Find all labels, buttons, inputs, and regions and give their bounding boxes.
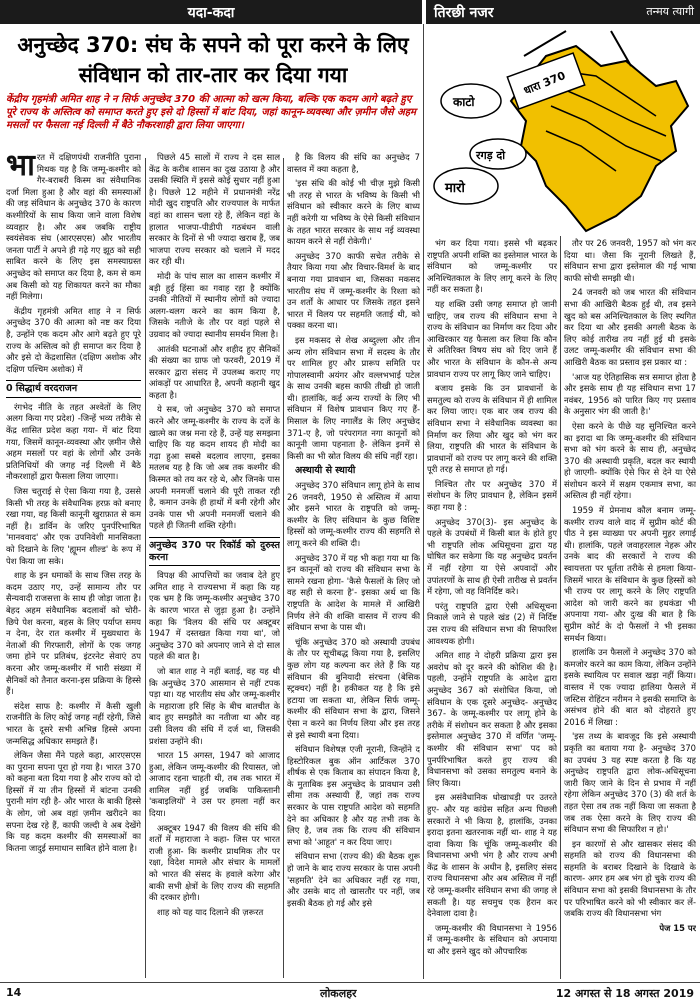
paragraph: केंद्रीय गृहमंत्री अमित शाह ने न सिर्फ अनुच्छेद 370 की आत्मा को नष्ट कर दिया है, उन्होंने एक कदम और आगे बढ़ते हुए पूरे राज्य के अस्तित्व को ही समाप्त कर दिया है और इसे दो केंद्रशासित (दक्षिण अशोक और दक्षिण पश्चिम अशोक) में bbox=[6, 305, 141, 374]
subheading: अस्थायी से स्थायी bbox=[295, 465, 356, 477]
cartoon-label-ragad-do: रगड़ दो bbox=[476, 149, 506, 162]
column-rule bbox=[560, 236, 561, 979]
paragraph: रत में दक्षिणपंथी राजनीति पुराना मिथक यह है कि जम्मू-कश्मीर को गैर-बराबरी किस्म का संवैधानिक दर्जा मिला हुआ है और वहां की समस्याओं की जड़ संविधान के अनुच्छेद 370 के कारण कश्मीरियों के साथ किया जाने वाला विशेष व्यवहार है। और अब जबकि राष्ट्रीय स्वयंसेवक संघ (आरएसएस) और भारतीय जनता पार्टी ने अपने ही गढ़े गए झूठ को सही साबित करने के लिए इस समस्याग्रस्त अनुच्छेद को समाप्त कर दिया है, कम से कम अब किसी को यह शिकायत करने का मौका नहीं मिलेगा। bbox=[6, 152, 141, 302]
cartoon-label-maro: मारो bbox=[445, 181, 465, 196]
paragraph: पिछले 45 सालों में राज्य ने दस साल केंद्र के करीब शासन का दुख उठाया है और उसकी स्थिति में इससे कोई सुधार नहीं हुआ है। पिछले 12 महीने में प्रधानमंत्री नरेंद्र मोदी खुद राष्ट्रपति और राज्यपाल के मार्फत वहां का शासन चला रहे हैं, लेकिन वहां के हालात भाजपा-पीडीपी गठबंधन वाली सरकार के दिनों से भी ज्यादा खराब हैं, जब भाजपा राज्य सरकार को चलाने में मदद कर रही थी। bbox=[149, 152, 280, 267]
paragraph: अनुच्छेद 370 काफी सचेत तरीके से तैयार किया गया और विचार-विमर्श के बाद बनाया गया प्रावधान था, जिसका मकसद भारतीय संघ में जम्मू-कश्मीर के रिश्ता को उन शर्तों के आधार पर जिसके तहत इसने भारत में विलय पर सहमति जताई थी, को पक्का करना था। bbox=[287, 250, 420, 331]
lede: केंद्रीय गृहमंत्री अमित शाह ने न सिर्फ अनुच्छेद 370 की आत्मा को खत्म किया, बल्कि एक कदम आगे बढ़ते हुए पूरे राज्य के अस्तित्व को समाप्त करते हुए इसे दो हिस्सों में बांट दिया, जहां कानून-व्यवस्था और ज़मीन जैसे अहम मसलों पर फैसला नई दिल्ली में बैठे नौकरशाही द्वारा लिया जाएगा। bbox=[6, 94, 416, 131]
paragraph: बजाय इसके कि उन प्रावधानों के समतुल्य को राज्य के संविधान में ही शामिल कर लिया जाए। एक बार जब राज्य की संविधान सभा ने संवैधानिक व्यवस्था का निर्माण कर लिया और खुद को भंग कर लिया, राष्ट्रपति की भारत के संविधान के प्रावधानों को राज्य पर लागू करने की शक्ति पूरी तरह से समाप्त हो गई। bbox=[427, 383, 557, 475]
cartoon-label-kato: काटो bbox=[453, 95, 475, 109]
paragraph: 'इस संधि की कोई भी चीज़ मुझे किसी भी तरह से भारत के भविष्य के किसी भी संविधान को स्वीकार करने के लिए बाध्य नहीं करेगी या भविष्य के ऐसे किसी संविधान के तहत भारत सरकार के साथ नई व्यवस्था कायम करने से नहीं रोकेगी।' bbox=[287, 178, 420, 247]
paragraph: संविधान विशेषज्ञ एजी नूरानी, जिन्होंने द हिस्टोरिकल बुक ऑन आर्टिकल 370 शीर्षक से एक किताब का संपादन किया है, के मुताबिक इस अनुच्छेद के प्रावधान उसी सीमा तक अस्थायी हैं, जहां तक राज्य सरकार के पास राष्ट्रपति आदेश को सहमति देने का अधिकार है और यह तभी तक के लिए है, जब तक कि राज्य की संविधान सभा को 'आहूत' न कर दिया जाए। bbox=[287, 744, 420, 847]
column-rule bbox=[423, 24, 424, 979]
drop-cap: भा bbox=[6, 152, 35, 183]
cartoonist-name: तन्मय त्यागी bbox=[646, 5, 694, 18]
cartoon bbox=[426, 26, 698, 234]
paragraph: निश्चित तौर पर अनुच्छेद 370 में संशोधन के लिए प्रावधान है, लेकिन इसमें कहा गया है : bbox=[427, 478, 557, 513]
paragraph: संविधान सभा (राज्य की) की बैठक शुरू हो जाने के बाद राज्य सरकार के पास अपनी 'सहमति' देने का अधिकार नहीं रह गया, और उसके बाद तो खासतौर पर नहीं, जब इसकी बैठक हो गई और इसे bbox=[287, 851, 420, 908]
paragraph: भारत 15 अगस्त, 1947 को आजाद हुआ, लेकिन जम्मू-कश्मीर की रियासत, जो आजाद रहना चाहती थी, तब तक भारत में शामिल नहीं हुई जबकि पाकिस्तानी 'कबाइलियों' ने उस पर हमला नहीं कर दिया। bbox=[149, 750, 280, 819]
subheading: अनुच्छेद 370 पर रिकॉर्ड को दुरुस्त करना bbox=[149, 537, 280, 566]
paragraph: हालांकि उन फैसलों ने अनुच्छेद 370 को कमजोर करने का काम किया, लेकिन उन्होंने इसके स्थायित्व पर सवाल खड़ा नहीं किया। वास्तव में एक ज्यादा हालिया फैसले में जस्टिस रोहिंटन नरीमन ने इसकी समाप्ति के असंभव होने की बात को दोहराते हुए 2016 में लिखा : bbox=[564, 647, 696, 727]
paragraph: अनुच्छेद 370 में यह भी कहा गया था कि इन कानूनों को राज्य की संविधान सभा के सामने रखना होगा- 'कैसे फैसलों के लिए जो वह सही से करना है'- इसका अर्थ था कि राष्ट्रपति के आदेश के मामले में आखिरी निर्णय लेने की शक्ति वास्तव में राज्य की संविधान सभा के पास थी। bbox=[287, 552, 420, 633]
paragraph: शाह को यह याद दिलाने की ज़रूरत bbox=[157, 906, 264, 917]
cartoon-header bbox=[426, 0, 700, 24]
paragraph: 'इस तथ्य के बावजूद कि इसे अस्थायी प्रकृति का बताया गया है- अनुच्छेद 370 का उपबंध 3 यह स्पष्ट करता है कि यह अनुच्छेद राष्ट्रपति द्वारा लोक-अधिसूचना जारी किए जाने के दिन से प्रभाव में नहीं रहेगा लेकिन अनुच्छेद 370 (3) की शर्त के तहत ऐसा तब तक नहीं किया जा सकता है जब तक ऐसा करने के लिए राज्य की संविधान सभा की सिफारिश न हो।' bbox=[564, 731, 696, 835]
cartoon-label-370: धारा 370 bbox=[521, 68, 568, 98]
cartoon-column-title: तिरछी नजर bbox=[434, 5, 494, 21]
paragraph: अनुच्छेद 370 संविधान लागू होने के साथ 26 जनवरी, 1950 से अस्तित्व में आया और इसने भारत के राष्ट्रपति को जम्मू-कश्मीर के लिए संविधान के कुछ विशिष्ट हिस्सों को जम्मू-कश्मीर राज्य की सहमति से लागू करने की शक्ति दी। bbox=[287, 480, 420, 548]
issue-date: 12 अगस्त से 18 अगस्त 2019 bbox=[555, 987, 694, 1000]
publication-name: लोकलहर bbox=[320, 987, 357, 1000]
paragraph: है कि विलय की संधि का अनुच्छेद 7 वास्तव में क्या कहता है, bbox=[287, 152, 420, 174]
article-column-5 bbox=[564, 238, 696, 980]
paragraph: आतंकी घटनाओं और शहीद हुए सैनिकों की संख्या का ग्राफ जो फरवरी, 2019 में सरकार द्वारा संसद में उपलब्ध कराए गए आंकड़ों पर आधारित है, अपनी कहानी खुद कहता है। bbox=[149, 343, 280, 400]
paragraph: तौर पर 26 जनवरी, 1957 को भंग कर दिया था। जैसा कि नूरानी लिखते हैं, संविधान सभा द्वारा इस्तेमाल की गई भाषा काफी सोची समझी थी। bbox=[564, 238, 696, 283]
paragraph: भंग कर दिया गया। इससे भी बढ़कर राष्ट्रपति अपनी शक्ति का इस्तेमाल भारत के संविधान को जम्मू-कश्मीर पर अनिश्चितकाल के लिए लागू करने के लिए नहीं कर सकता है। bbox=[427, 238, 557, 295]
cartoon-illustration bbox=[426, 26, 698, 234]
page-number: 14 bbox=[6, 986, 22, 999]
paragraph: इन कारणों से और खासकर संसद की सहमति को राज्य की विधानसभा की सहमति के बराबर दिखाने के दिखावे के कारण- अगर हम अब भंग हो चुके राज्य की संविधान सभा को इसकी विधानसभा के तौर पर परिभाषित करने को भी स्वीकार कर लें- जबकि राज्य की विधानसभा भंग bbox=[564, 838, 696, 919]
paragraph: जो बात शाह ने नहीं बताई, वह यह थी कि अनुच्छेद 370 आसमान से नहीं टपक पड़ा था। यह भारतीय संघ और जम्मू-कश्मीर के महाराजा हरि सिंह के बीच बातचीत के बाद हुए समझौते का नतीजा था और वह उसी विलय की संधि में दर्ज था, जिसकी प्रशंसा उन्होंने की। bbox=[149, 665, 280, 746]
paragraph: विपक्ष की आपत्तियों का जवाब देते हुए अमित शाह ने राज्यसभा में कहा कि यह एक भ्रम है कि जम्मू-कश्मीर अनुच्छेद 370 के कारण भारत से जुड़ा हुआ है। उन्होंने कहा कि 'विलय की संधि पर अक्टूबर 1947 में दस्तखत किया गया था', जो अनुच्छेद 370 को अपनाए जाने से दो साल पहले की बात है। bbox=[149, 570, 280, 662]
section-title: यदा-कदा bbox=[187, 5, 235, 21]
paragraph: अक्टूबर 1947 की विलय की संधि की शर्तों में महाराजा ने कहा- जिस पर भारत राजी हुआ- कि कश्मीर प्राथमिक तौर पर रक्षा, विदेश मामले और संचार के मामलों को भारत की संसद के हवाले करेगा और बाकी सभी क्षेत्रों के लिए राज्य की सहमति की दरकार होगी। bbox=[149, 822, 280, 903]
article-column-2 bbox=[149, 152, 280, 980]
paragraph: ऐसा करने के पीछे यह सुनिश्चित करने का इरादा था कि जम्मू-कश्मीर की संविधान सभा को भंग करने के साथ ही, अनुच्छेद 370 की अस्थायी प्रकृति, बदल कर स्थायी हो जाएगी- क्योंकि ऐसे फिर से देने या ऐसे संशोधन करने में सक्षम एकमात्र सभा, का अस्तित्व ही नहीं रहेगा। bbox=[564, 420, 696, 501]
paragraph: यह शक्ति उसी जगह समाप्त हो जानी चाहिए, जब राज्य की संविधान सभा ने राज्य के संविधान का निर्माण कर दिया और आखिरकार यह फैसला कर लिया कि कौन से अतिरिक्त विषय संघ को दिए जाने हैं और भारत के संविधान के कौन-से अन्य प्रावधान राज्य पर लागू किए जाने चाहिए। bbox=[427, 298, 557, 379]
paragraph: इस मकसद से शेख अब्दुल्ला और तीन अन्य लोग संविधान सभा में सदस्य के तौर पर शामिल हुए और प्रारूप समिति पर गोपालस्वामी अयंगर और वल्लभभाई पटेल के साथ उनकी बहस काफी तीखी हो जाती थी। हालांकि, कई अन्य राज्यों के लिए भी संविधान में विशेष प्रावधान किए गए हैं- मिसाल के लिए नगालैंड के लिए अनुच्छेद 371-ए है, जो परंपरागत नगा कानूनों को कानूनी जामा पहनाता है- लेकिन इनमें से किसी का भी स्रोत विलय की संधि नहीं रहा। bbox=[287, 334, 420, 461]
byline: 0 सिद्धार्थ वरदराजन bbox=[6, 380, 141, 398]
article-column-3 bbox=[287, 152, 420, 980]
continued-label: पेज 15 पर bbox=[659, 922, 696, 933]
article-column-1 bbox=[6, 152, 141, 980]
footer-rule bbox=[0, 982, 700, 983]
paragraph: चूंकि अनुच्छेद 370 को अस्थायी उपबंध के तौर पर सूचीबद्ध किया गया है, इसलिए कुछ लोग यह कल्पना कर लेते हैं कि यह संविधान की बुनियादी संरचना (बेसिक स्ट्रक्चर) नहीं है। हकीकत यह है कि इसे हटाया जा सकता था, लेकिन सिर्फ जम्मू-कश्मीर की संविधान सभा के द्वारा, जिसने ऐसा न करने का निर्णय लिया और इस तरह से इसे स्थायी बना दिया। bbox=[287, 636, 420, 740]
paragraph: रंगभेद नीति के तहत अश्वेतों के लिए अलग किया गए प्रदेश) -जिन्हें भव्य तरीके से केंद्र शासित प्रदेश कहा गया- में बांट दिया गया, जिसमें कानून-व्यवस्था और ज़मीन जैसे अहम मसलों पर वहां के लोगों और उनके प्रतिनिधियों की जगह नई दिल्ली में बैठे नौकरशाहों द्वारा फैसला लिया जाएगा। bbox=[6, 401, 141, 482]
section-header bbox=[0, 0, 422, 24]
paragraph: संदेश साफ है: कश्मीर में कैसी खुली राजनीति के लिए कोई जगह नहीं रहेगी, जिसे भारत के दूसरे सभी अभिन्न हिस्से अपना जन्मसिद्ध अधिकार समझते हैं। bbox=[6, 700, 141, 746]
paragraph: इस असंवैधानिक धोखाधड़ी पर उतरते हुए- और यह कांग्रेस सहित अन्य पिछली सरकारों ने भी किया है, हालांकि, उनका इरादा इतना खतरनाक नहीं था- शाह ने यह दावा किया कि चूंकि जम्मू-कश्मीर की विधानसभा अभी भंग है और राज्य अभी केंद्र के शासन के अधीन है, इसलिए संसद राज्य विधानसभा और अब अस्तित्व में नहीं रहे जम्मू-कश्मीर संविधान सभा की जगह ले सकती है। यह सचमुच एक हैरान कर देनेवाला दावा है। bbox=[427, 792, 557, 919]
paragraph: 'आज यह ऐतिहासिक सत्र समाप्त होता है और इसके साथ ही यह संविधान सभा 17 नवंबर, 1956 को पारित किए गए प्रस्ताव के अनुसार भंग की जाती है।' bbox=[564, 371, 696, 417]
article-column-4 bbox=[427, 238, 557, 980]
headline: अनुच्छेद 370: संघ के सपने को पूरा करने के लिए संविधान को तार-तार कर दिया गया bbox=[17, 33, 409, 87]
paragraph: लेकिन जैसा मैंने पहले कहा, आरएसएस का पुराना सपना पूरा हो गया है। भारत 370 को कहना बता दिया गया है और राज्य को दो हिस्सों में या तीन हिस्सों में बांटना उनकी पुरानी मांग रही है- और भारत के बाकी हिस्से के लोग, जो अब वहां ज़मीन खरीदने का सपना देख रहे हैं, काफी जल्दी वे अब देखेंगे कि यह कदम कश्मीर की समस्याओं का कितना जादुई समाधान साबित होने वाला है। bbox=[6, 750, 141, 853]
paragraph: जिस चतुराई से ऐसा किया गया है, उससे किसी भी तरह के संवैधानिक हरफ़ को बनाए रखा गया, वह किसी कानूनी खुराफ़ात से कम नहीं है। डार्विन के जरिए पुनर्परिभाषित 'मानववाद' और एक उपनिवेशी मानसिकता को दिखाने के लिए 'ह्यूमन शील्ड' के रूप में पेश किया जा सके। bbox=[6, 486, 141, 566]
paragraph: अनुच्छेद 370(3)- इस अनुच्छेद के पहले के उपबंधों में किसी बात के होते हुए भी राष्ट्रपति लोक अधिसूचना द्वारा यह घोषित कर सकेगा कि यह अनुच्छेद प्रवर्तन में नहीं रहेगा या ऐसे अपवादों और उपांतरणों के साथ ही ऐसी तारीख से प्रवर्तन में रहेगा, जो वह विनिर्दिष्ट करे। bbox=[427, 516, 557, 597]
paragraph: ये सब, जो अनुच्छेद 370 को समाप्त करने और जम्मू-कश्मीर के राज्य के दर्जे के खात्मे का जश्न मना रहे हैं, उन्हें यह समझना चाहिए कि यह कदम शायद ही मोदी का गढ़ा हुआ सबसे बदलाव लाएगा, इसका मतलब यह है कि जो अब तक कश्मीर की किस्मत को तय कर रहे थे, और जिनके पास अपनी मनमर्जी चलाने की पूरी ताकत रही है, कमान उनके ही हाथों में बनी रहेगी और उनके पास भी अपनी मनमर्जी चलाने की पहले ही जितनी शक्ति रहेगी। bbox=[149, 404, 280, 531]
paragraph: अमित शाह ने दोहरी प्रक्रिया द्वारा इस अवरोध को दूर करने की कोशिश की है। पहली, उन्होंने राष्ट्रपति के आदेश द्वारा अनुच्छेद 367 को संशोधित किया, जो संविधान के एक दूसरे अनुच्छेद- अनुच्छेद 367- के जम्मू-कश्मीर पर लागू होने के तरीके में संशोधन कर सकता है और इसका इस्तेमाल अनुच्छेद 370 में वर्णित 'जम्मू-कश्मीर की संविधान सभा' पद को पुनर्परिभाषित करते हुए राज्य की विधानसभा को उसका समतुल्य बनाने के लिए किया। bbox=[427, 650, 557, 788]
paragraph: 24 जनवरी को जब भारत की संविधान सभा की आखिरी बैठक हुई थी, तब इसने खुद को बस अनिश्चितकाल के लिए स्थगित कर दिया था और इसकी अगली बैठक के लिए कोई तारीख तय नहीं हुई थी इसके उलट जम्मू-कश्मीर की संविधान सभा की आखिरी बैठक का प्रस्ताव इस प्रकार था : bbox=[564, 287, 696, 367]
paragraph: 1959 में प्रेमनाथ कौल बनाम जम्मू-कश्मीर राज्य वाले वाद में सुप्रीम कोर्ट की पीठ ने इस व्याख्या पर अपनी मुहर लगाई थी। हालांकि, पहले जवाहरलाल नेहरू और उनके बाद की सरकारों ने राज्य की स्वायत्तता पर धूर्तता तरीके से हमला किया- जिसमें भारत के संविधान के कुछ हिस्सों को भी राज्य पर लागू करने के लिए राष्ट्रपति आदेश को जारी करने का हथकंडा भी अपनाया गया- और दुःख की बात है कि सुप्रीम कोर्ट के दो फैसलों ने भी इसका समर्थन किया। bbox=[564, 505, 696, 643]
paragraph: मोदी के पांच साल का शासन कश्मीर में बड़ी हुई हिंसा का गवाह रहा है क्योंकि उनकी नीतियों में स्थानीय लोगों को ज्यादा अलग-थलग करने का काम किया है, जिसके नतीजे के तौर पर वहां पहले से उग्रवाद को ज्यादा स्थानीय समर्थन मिला है। bbox=[149, 270, 280, 339]
column-rule bbox=[145, 158, 146, 978]
paragraph: जम्मू-कश्मीर की विधानसभा ने 1956 में जम्मू-कश्मीर के संविधान को अपनाया था और इसने खुद को औपचारिक bbox=[427, 922, 557, 957]
column-rule bbox=[283, 158, 284, 978]
paragraph: परंतु राष्ट्रपति द्वारा ऐसी अधिसूचना निकाले जाने से पहले खंड (2) में निर्दिष्ट उस राज्य की संविधान सभा की सिफारिश आवश्यक होगी। bbox=[427, 600, 557, 646]
paragraph: शाह के इन धमाकों के साथ जिस तरह के कदम उठाए गए, उन्हें सामान्य तौर पर सैन्यवादी राजसत्ता के साथ ही जोड़ा जाता है। बेहद अहम संवैधानिक बदलावों को चोरी-छिपे पेश करना, बहस के लिए पर्याप्त समय न देना, देर रात कश्मीर में मुख्यधारा के नेताओं की गिरफ्तारी, लोगों के एक जगह जमा होने पर प्रतिबंध, इंटरनेट सेवाएं ठप करना और जम्मू-कश्मीर में भारी संख्या में सैनिकों को तैनात करना-इस प्रक्रिया के हिस्से हैं। bbox=[6, 570, 141, 697]
